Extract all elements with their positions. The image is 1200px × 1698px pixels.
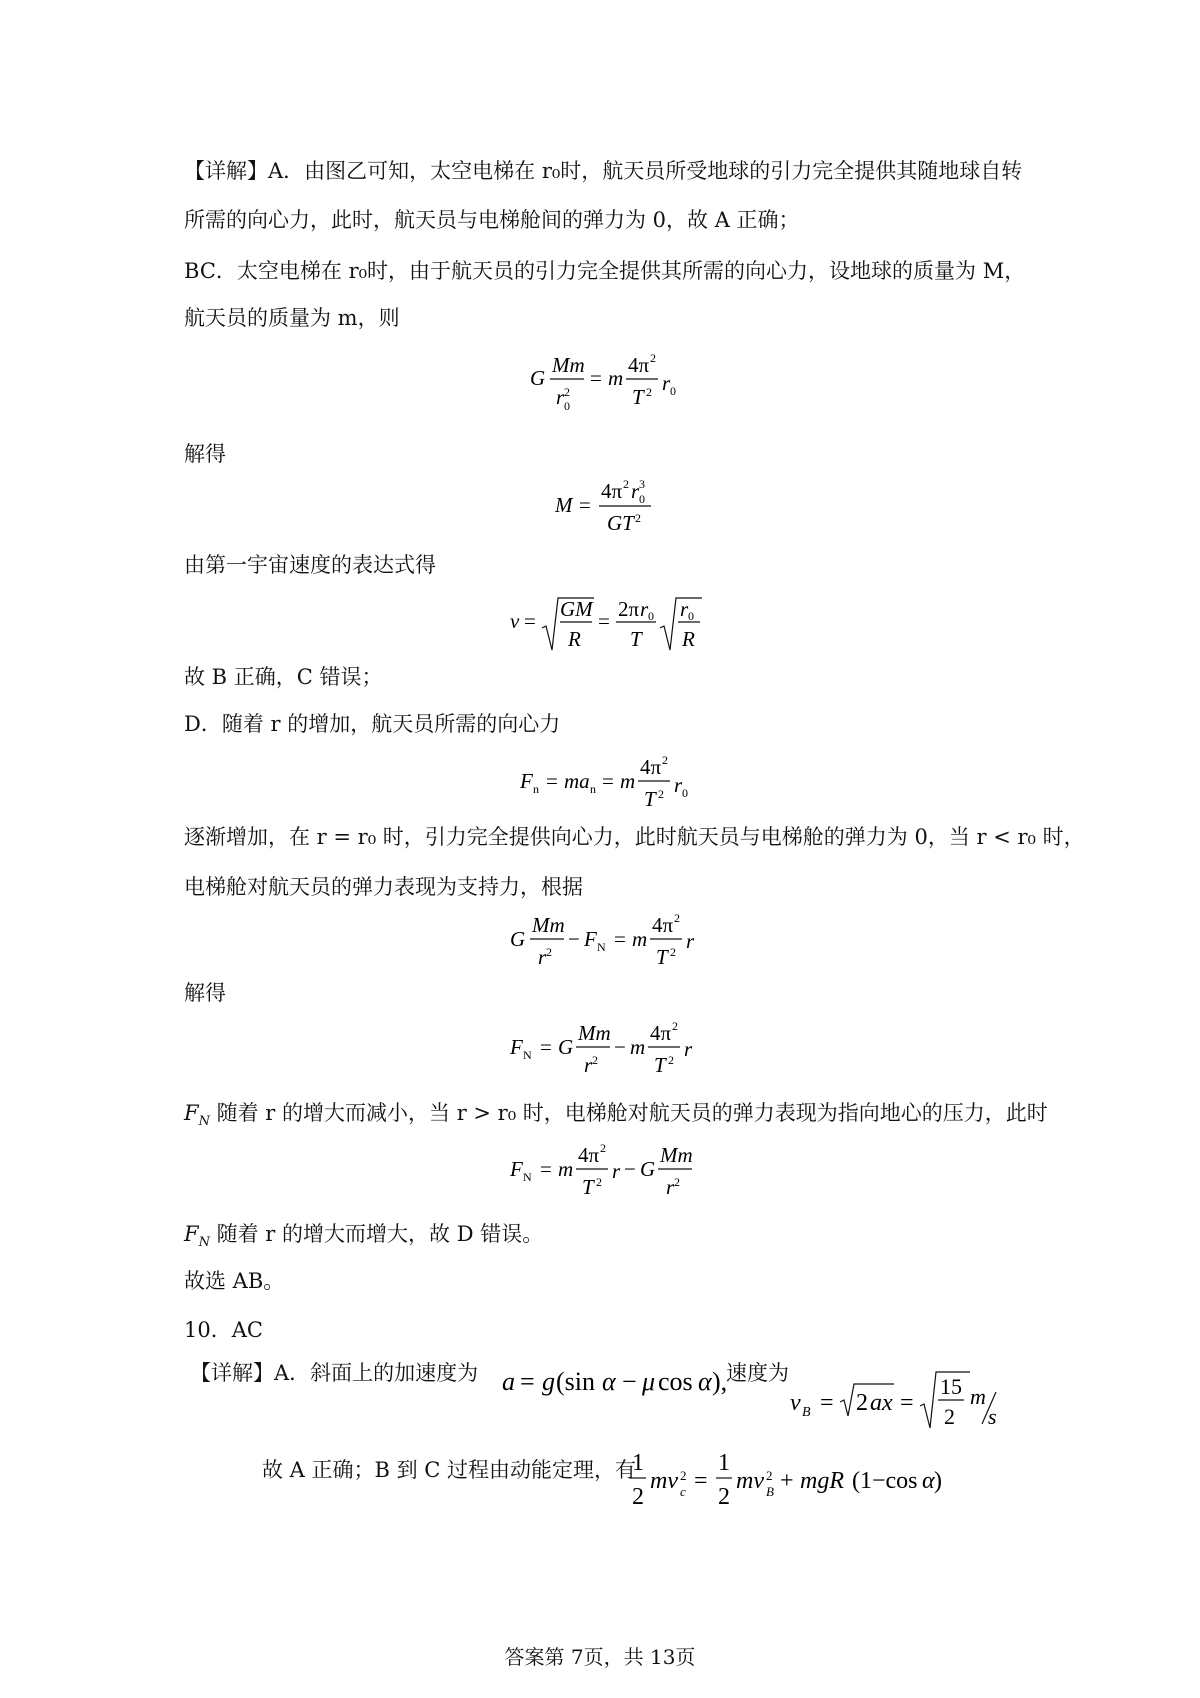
svg-text:2: 2 <box>668 1053 674 1067</box>
svg-text:4π: 4π <box>578 1143 600 1167</box>
svg-text:0: 0 <box>682 786 688 800</box>
svg-text:0: 0 <box>688 609 694 623</box>
svg-text:N: N <box>523 1048 532 1062</box>
svg-text:ax: ax <box>870 1390 893 1416</box>
svg-text:R: R <box>682 627 695 651</box>
svg-text:Mm: Mm <box>532 913 565 937</box>
svg-text:2: 2 <box>856 1390 868 1416</box>
svg-text:μ: μ <box>642 1367 656 1396</box>
svg-text:2: 2 <box>650 351 656 365</box>
text-line-4: 航天员的质量为 m，则 <box>184 306 400 330</box>
svg-text:T: T <box>632 385 644 409</box>
svg-text:r: r <box>584 1053 593 1077</box>
fn-subscript-2: N <box>198 1235 210 1250</box>
svg-text:G: G <box>530 366 546 390</box>
svg-text:): ) <box>934 1468 942 1494</box>
svg-text:g: g <box>542 1367 555 1396</box>
svg-text:GT: GT <box>607 511 634 535</box>
svg-text:−: − <box>622 1367 637 1396</box>
svg-text:15: 15 <box>940 1374 962 1399</box>
svg-text:=: = <box>900 1390 914 1416</box>
svg-text:F: F <box>510 1035 523 1059</box>
svg-text:T: T <box>644 787 656 811</box>
svg-text:F: F <box>510 1157 523 1181</box>
equation-4 <box>520 754 700 820</box>
fn-symbol: F <box>184 1101 199 1125</box>
svg-text:0: 0 <box>639 492 645 506</box>
text-line-12 <box>184 1103 1048 1128</box>
svg-text:r: r <box>662 371 671 395</box>
svg-text:4π: 4π <box>601 479 623 503</box>
svg-text:m: m <box>558 1157 574 1181</box>
svg-text:=: = <box>579 493 591 517</box>
svg-text:m: m <box>970 1384 986 1409</box>
text-line-16-b: 速度为 <box>726 1361 789 1385</box>
svg-text:R: R <box>568 627 581 651</box>
equation-8 <box>502 1362 728 1409</box>
svg-text:n: n <box>590 782 596 796</box>
svg-text:m: m <box>608 366 624 390</box>
svg-text:r: r <box>684 1037 693 1061</box>
text-line-14: 故选 AB。 <box>184 1269 285 1293</box>
equation-10 <box>630 1448 940 1518</box>
svg-text:2: 2 <box>662 753 668 767</box>
svg-text:α: α <box>698 1367 712 1396</box>
text-line-11: 解得 <box>184 981 226 1005</box>
text-line-13-body: 随着 r 的增大而增大，故 D 错误。 <box>209 1222 544 1246</box>
svg-text:n: n <box>533 782 539 796</box>
text-line-5: 解得 <box>184 442 226 466</box>
svg-text:GM: GM <box>560 597 593 621</box>
svg-text:G: G <box>640 1157 656 1181</box>
svg-text:2: 2 <box>674 911 680 925</box>
svg-text:=: = <box>820 1390 834 1416</box>
svg-text:−: − <box>568 927 580 951</box>
svg-text:2: 2 <box>600 1141 606 1155</box>
svg-text:0: 0 <box>564 399 570 413</box>
fn-subscript: N <box>198 1114 210 1129</box>
svg-text:−: − <box>614 1035 626 1059</box>
text-line-8: D．随着 r 的增加，航天员所需的向心力 <box>184 712 561 736</box>
svg-text:+: + <box>780 1468 794 1494</box>
text-line-6: 由第一宇宙速度的表达式得 <box>184 553 436 577</box>
equation-2 <box>555 478 675 544</box>
svg-text:4π: 4π <box>628 353 650 377</box>
equation-5 <box>510 912 710 978</box>
svg-text:m: m <box>630 1035 646 1059</box>
text-line-13 <box>184 1224 543 1249</box>
svg-text:2: 2 <box>718 1484 730 1510</box>
svg-text:1: 1 <box>718 1450 730 1476</box>
svg-text:4π: 4π <box>650 1021 672 1045</box>
svg-text:2: 2 <box>632 1484 644 1510</box>
svg-text:=: = <box>546 769 558 793</box>
svg-text:m: m <box>632 927 648 951</box>
svg-text:),: ), <box>712 1367 728 1396</box>
svg-text:2: 2 <box>766 1468 773 1483</box>
svg-text:2: 2 <box>564 385 570 399</box>
svg-text:4π: 4π <box>640 755 662 779</box>
svg-text:T: T <box>630 627 642 651</box>
svg-text:−: − <box>624 1157 636 1181</box>
text-line-3: BC．太空电梯在 r₀时，由于航天员的引力完全提供其所需的向心力，设地球的质量为 M， <box>184 259 1026 283</box>
svg-text:s: s <box>988 1404 997 1429</box>
svg-text:c: c <box>680 1484 686 1499</box>
svg-text:=: = <box>614 927 626 951</box>
svg-text:2: 2 <box>670 945 676 959</box>
svg-text:=: = <box>520 1367 535 1396</box>
svg-text:3: 3 <box>639 477 645 491</box>
svg-text:2: 2 <box>672 1019 678 1033</box>
svg-text:α: α <box>602 1367 616 1396</box>
svg-text:r: r <box>538 945 547 969</box>
svg-text:T: T <box>656 945 668 969</box>
svg-text:r: r <box>640 597 649 621</box>
equation-3 <box>510 592 710 662</box>
svg-text:G: G <box>510 927 526 951</box>
svg-text:=: = <box>524 609 536 633</box>
svg-text:α: α <box>922 1468 935 1494</box>
text-line-2: 所需的向心力，此时，航天员与电梯舱间的弹力为 0，故 A 正确； <box>184 208 800 232</box>
svg-text:B: B <box>802 1405 811 1420</box>
svg-text:=: = <box>540 1157 552 1181</box>
svg-text:v: v <box>510 609 520 633</box>
svg-text:Mm: Mm <box>660 1143 693 1167</box>
svg-text:0: 0 <box>670 384 676 398</box>
svg-text:m: m <box>620 769 636 793</box>
text-line-15: 10．AC <box>184 1318 263 1342</box>
svg-text:Mm: Mm <box>578 1021 611 1045</box>
svg-text:M: M <box>555 493 573 517</box>
svg-text:(1−cos: (1−cos <box>852 1468 918 1494</box>
svg-text:T: T <box>654 1053 666 1077</box>
svg-text:2π: 2π <box>618 597 640 621</box>
svg-text:r: r <box>666 1175 675 1199</box>
svg-text:=: = <box>590 366 602 390</box>
svg-text:0: 0 <box>648 609 654 623</box>
text-line-17: 故 A 正确；B 到 C 过程由动能定理，有 <box>262 1458 637 1482</box>
svg-text:Mm: Mm <box>552 353 585 377</box>
svg-text:B: B <box>766 1484 774 1499</box>
svg-text:G: G <box>558 1035 574 1059</box>
text-line-1: 【详解】A．由图乙可知，太空电梯在 r₀时，航天员所受地球的引力完全提供其随地球自转 <box>184 159 1023 183</box>
svg-text:r: r <box>556 385 565 409</box>
svg-text:=: = <box>540 1035 552 1059</box>
svg-text:(sin: (sin <box>556 1367 595 1396</box>
svg-text:mv: mv <box>736 1468 764 1494</box>
svg-text:N: N <box>597 940 606 954</box>
svg-text:mgR: mgR <box>800 1468 844 1494</box>
svg-text:4π: 4π <box>652 913 674 937</box>
svg-text:=: = <box>602 769 614 793</box>
svg-text:=: = <box>598 609 610 633</box>
svg-text:r: r <box>631 479 640 503</box>
svg-text:r: r <box>686 929 695 953</box>
equation-1 <box>530 352 680 418</box>
svg-text:r: r <box>680 597 689 621</box>
svg-text:N: N <box>523 1170 532 1184</box>
svg-text:2: 2 <box>623 477 629 491</box>
page-footer: 答案第 7页，共 13页 <box>504 1645 696 1669</box>
svg-text:1: 1 <box>632 1450 644 1476</box>
svg-text:2: 2 <box>674 1175 680 1189</box>
svg-text:2: 2 <box>658 787 664 801</box>
equation-7 <box>510 1142 710 1208</box>
text-line-9: 逐渐增加，在 r = r₀ 时，引力完全提供向心力，此时航天员与电梯舱的弹力为 0，当 r < r₀ 时， <box>184 825 1085 849</box>
svg-text:r: r <box>612 1159 621 1183</box>
svg-text:cos: cos <box>658 1367 693 1396</box>
svg-text:a: a <box>502 1367 515 1396</box>
fn-symbol-2: F <box>184 1222 199 1246</box>
svg-text:v: v <box>790 1390 801 1416</box>
svg-text:F: F <box>520 769 533 793</box>
svg-text:2: 2 <box>635 511 641 525</box>
svg-text:2: 2 <box>596 1175 602 1189</box>
svg-text:2: 2 <box>546 945 552 959</box>
equation-9 <box>790 1370 1000 1436</box>
svg-text:r: r <box>674 773 683 797</box>
equation-6 <box>510 1020 710 1086</box>
svg-text:T: T <box>582 1175 594 1199</box>
svg-text:2: 2 <box>646 385 652 399</box>
svg-text:2: 2 <box>680 1468 687 1483</box>
text-line-16: 【详解】A．斜面上的加速度为 <box>190 1361 479 1385</box>
svg-text:mv: mv <box>650 1468 678 1494</box>
text-line-12-body: 随着 r 的增大而减小，当 r > r₀ 时，电梯舱对航天员的弹力表现为指向地心的压力，此时 <box>209 1101 1048 1125</box>
text-line-10: 电梯舱对航天员的弹力表现为支持力，根据 <box>184 875 583 899</box>
svg-text:2: 2 <box>944 1404 955 1429</box>
svg-text:2: 2 <box>592 1053 598 1067</box>
text-line-7: 故 B 正确，C 错误； <box>184 665 383 689</box>
svg-text:F: F <box>584 927 597 951</box>
svg-text:ma: ma <box>564 769 590 793</box>
svg-text:=: = <box>694 1468 708 1494</box>
